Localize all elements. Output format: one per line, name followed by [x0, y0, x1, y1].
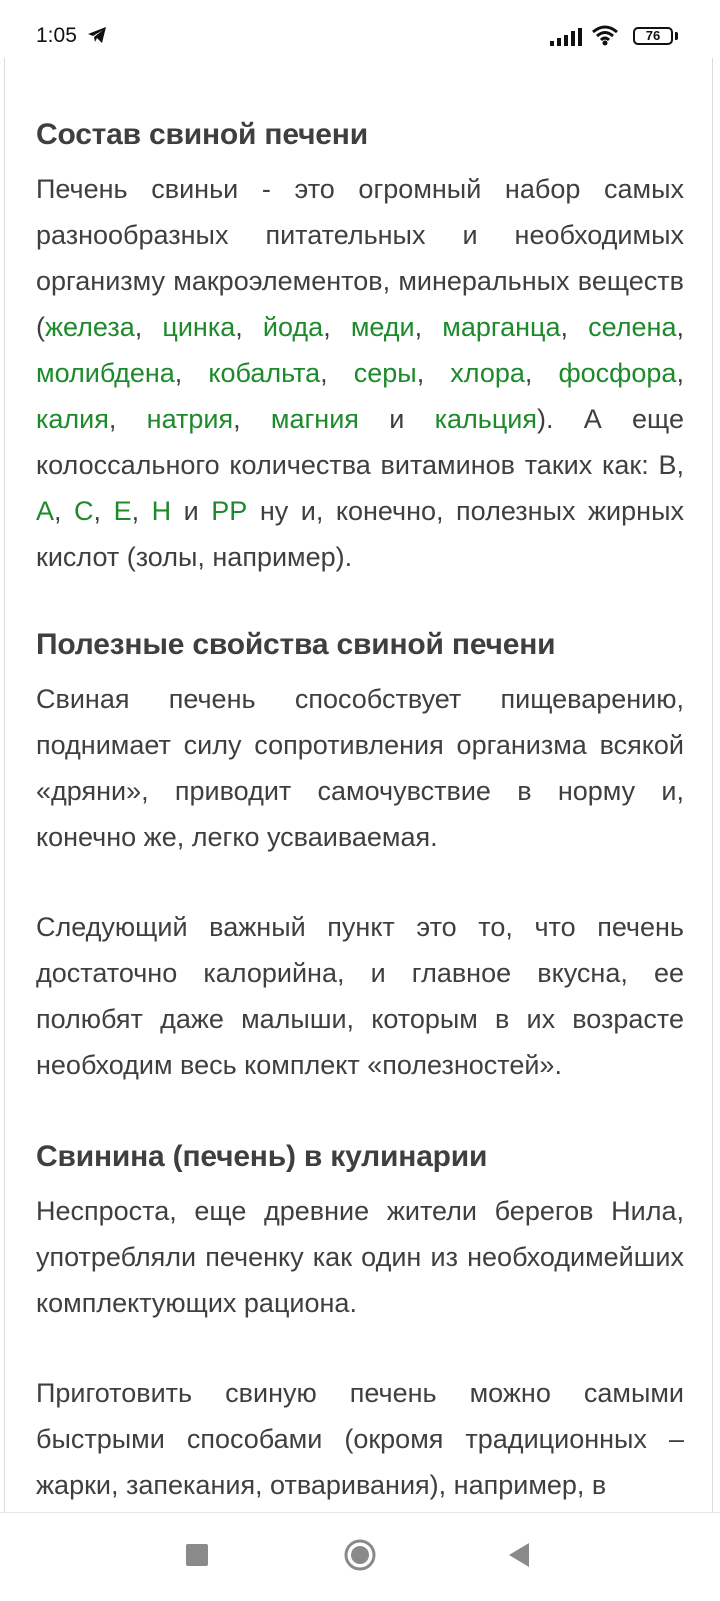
- status-bar: [0, 0, 720, 58]
- paragraph-cooking-1: Неспроста, еще древние жители берегов Нила, употребляли печенку как один из необходимейших комплектующих рациона.: [36, 1196, 684, 1318]
- battery-tip: [675, 32, 678, 40]
- vitamin-link[interactable]: А: [36, 496, 55, 526]
- mineral-link[interactable]: цинка: [162, 312, 236, 342]
- section-title-cooking: Свинина (печень) в кулинарии: [36, 1140, 488, 1173]
- vitamin-link[interactable]: Е: [113, 496, 132, 526]
- mineral-link[interactable]: кобальта: [208, 358, 321, 388]
- paragraph-cooking-2: Приготовить свиную печень можно самыми быстрыми способами (окромя традиционных – жарки, запекания, отваривания), например, в: [36, 1378, 684, 1500]
- paragraph-text: ну и, конечно, полезных жирных кислот (золы, например).: [36, 496, 684, 572]
- status-time: 1:05: [36, 24, 77, 47]
- content-border-left: [4, 58, 5, 1512]
- mineral-link[interactable]: марганца: [442, 312, 561, 342]
- mineral-link[interactable]: молибдена: [36, 358, 175, 388]
- article-body: [36, 58, 684, 1508]
- mineral-link[interactable]: меди: [350, 312, 415, 342]
- mineral-link[interactable]: кальция: [434, 404, 537, 434]
- content-border-right: [712, 58, 713, 1512]
- telegram-icon: [87, 26, 107, 44]
- vitamin-link[interactable]: С: [74, 496, 94, 526]
- battery-level: 76: [645, 28, 661, 43]
- battery-icon: [633, 27, 673, 45]
- paragraph-composition: Печень свиньи - это огромный набор самых разнообразных питательных и необходимых организму макроэлементов, минеральных веществ (железа, цинка, йода, меди, марганца, селена, молибдена, кобальта, серы, хлора, фосфора, калия, натрия, магния и кальция). А еще колоссального количества витаминов таких как: В, А, С, Е, Н и РР ну и, конечно, полезных жирных кислот (золы, например).: [36, 174, 684, 572]
- mineral-link[interactable]: фосфора: [558, 358, 677, 388]
- mineral-link[interactable]: натрия: [146, 404, 234, 434]
- conjunction-text: и: [183, 496, 199, 526]
- vitamin-link[interactable]: РР: [211, 496, 248, 526]
- mineral-link[interactable]: селена: [588, 312, 677, 342]
- system-navigation-bar: [0, 1512, 720, 1601]
- vitamin-link[interactable]: Н: [151, 496, 172, 526]
- paragraph-text: ). А еще колоссального количества витаминов таких как: В,: [36, 404, 684, 480]
- mineral-link[interactable]: хлора: [450, 358, 525, 388]
- home-icon[interactable]: [343, 1538, 377, 1572]
- article-viewport[interactable]: [0, 58, 720, 1512]
- mineral-link[interactable]: йода: [262, 312, 324, 342]
- mineral-link[interactable]: серы: [353, 358, 417, 388]
- paragraph-benefits-2: Следующий важный пункт это то, что печень достаточно калорийна, и главное вкусна, ее полюбят даже малыши, которым в их возрасте необходим весь комплект «полезностей».: [36, 912, 684, 1080]
- section-title-composition: Состав свиной печени: [36, 118, 368, 151]
- recents-icon[interactable]: [186, 1544, 208, 1566]
- paragraph-benefits-1: Свиная печень способствует пищеварению, поднимает силу сопротивления организма всякой «дряни», приводит самочувствие в норму и, конечно же, легко усваиваемая.: [36, 684, 684, 852]
- mineral-link[interactable]: железа: [45, 312, 135, 342]
- back-icon[interactable]: [508, 1542, 530, 1568]
- wifi-icon: [591, 24, 619, 46]
- mineral-link[interactable]: калия: [36, 404, 109, 434]
- section-title-benefits: Полезные свойства свиной печени: [36, 628, 556, 661]
- signal-icon: [550, 28, 582, 46]
- partial-top-line: [36, 58, 684, 70]
- conjunction-text: и: [389, 404, 405, 434]
- paragraph-text: Печень свиньи - это огромный набор самых разнообразных питательных и необходимых организму макроэлементов, минеральных веществ (: [36, 174, 684, 342]
- mineral-link[interactable]: магния: [270, 404, 359, 434]
